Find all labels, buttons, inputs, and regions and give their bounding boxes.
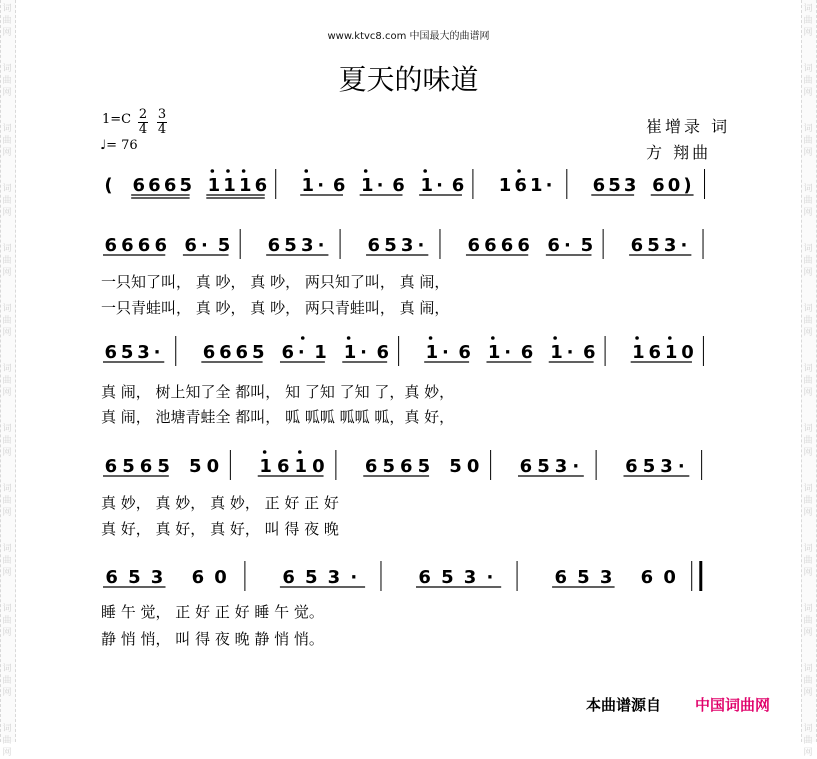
note-char: 6 [652, 175, 665, 196]
octave-dot [226, 169, 230, 173]
watermark-char: 曲 [2, 376, 12, 386]
watermark-char: 网 [803, 208, 813, 218]
watermark-char: 网 [2, 568, 12, 578]
watermark-char: 词 [803, 244, 813, 254]
lyric-line: 一只青蛙叫， 真 吵， 真 吵， 两只青蛙叫， 真 闹， [101, 299, 450, 317]
time-sig-denominator: 4 [157, 122, 167, 137]
octave-dot [668, 336, 672, 340]
watermark-char: 词 [2, 304, 12, 314]
watermark-char: 词 [803, 64, 813, 74]
lyric-line: 一只知了叫， 真 吵， 真 吵， 两只知了叫， 真 闹， [101, 273, 450, 291]
watermark-char: 曲 [2, 736, 12, 746]
note-char: 6 [267, 235, 281, 256]
watermark-char: 曲 [803, 616, 813, 626]
note-char: 6 [592, 175, 606, 196]
watermark-char: 词 [803, 4, 813, 14]
note-char: · [153, 342, 161, 363]
note-char: 5 [441, 567, 454, 588]
watermark-char: 曲 [2, 316, 12, 326]
watermark-char: 词 [803, 484, 813, 494]
note-char: 1 [343, 342, 357, 363]
note-char: 6 [630, 235, 644, 256]
octave-dot [347, 336, 351, 340]
lyric-line: 静 悄 悄， 叫 得 夜 晚 静 悄 悄。 [101, 630, 324, 648]
note-char: 5 [189, 456, 202, 477]
watermark-char: 词 [803, 664, 813, 674]
note-char: · [417, 235, 425, 256]
note-char: 5 [128, 567, 141, 588]
note-char: 6 [105, 567, 118, 588]
note-char: 5 [179, 175, 192, 196]
note-char: 0 [206, 456, 220, 477]
note-char: 6 [648, 342, 662, 363]
note-char: 3 [599, 567, 613, 588]
note-char: 5 [251, 342, 265, 363]
watermark-char: 曲 [803, 196, 813, 206]
watermark-char: 曲 [803, 376, 813, 386]
note-char: 3 [327, 567, 341, 588]
note-char: 5 [120, 342, 134, 363]
note-char: 5 [449, 456, 462, 477]
watermark-char: 网 [803, 268, 813, 278]
watermark-char: 曲 [803, 436, 813, 446]
octave-dot [364, 169, 368, 173]
note-char: 1 [530, 175, 543, 196]
octave-dot [491, 336, 495, 340]
note-char: 3 [663, 235, 677, 256]
watermark-char: 网 [803, 688, 813, 698]
watermark-char: 曲 [803, 256, 813, 266]
octave-dot [211, 169, 215, 173]
note-char: 1 [301, 175, 315, 196]
octave-dot [429, 336, 433, 340]
note-char: 6 [332, 175, 346, 196]
time-sig-denominator: 4 [138, 122, 148, 137]
watermark-char: 网 [2, 28, 12, 38]
octave-dot [301, 336, 305, 340]
octave-dot [263, 450, 267, 454]
note-char: · [317, 175, 325, 196]
octave-dot [553, 336, 557, 340]
note-char: 6 [364, 456, 378, 477]
note-char: · [677, 456, 685, 477]
lyricist-credit: 崔增录 词 [646, 117, 731, 136]
note-char: 6 [281, 342, 294, 363]
note-char: 6 [517, 235, 530, 256]
note-char: · [566, 342, 574, 363]
lyric-line: 真 闹， 池塘青蛙全 都叫， 呱 呱呱 呱呱 呱，真 好， [101, 408, 455, 426]
watermark-char: 曲 [803, 496, 813, 506]
watermark-char: 网 [2, 508, 12, 518]
note-char: · [297, 342, 305, 363]
note-char: 3 [463, 567, 477, 588]
note-char: 1 [632, 342, 645, 363]
note-char: 6 [554, 567, 568, 588]
watermark-char: 网 [803, 88, 813, 98]
note-char: 6 [184, 235, 197, 256]
note-char: 1 [238, 175, 252, 196]
note-char: 1 [664, 342, 678, 363]
source-site-name[interactable]: 中国词曲网 [695, 696, 771, 714]
note-char: 1 [361, 175, 374, 196]
note-char: 6 [367, 235, 381, 256]
note-char: 5 [122, 456, 135, 477]
note-char: 6 [625, 456, 638, 477]
note-char: 6 [254, 175, 268, 196]
watermark-char: 词 [803, 304, 813, 314]
note-char: 0 [667, 175, 681, 196]
watermark-char: 网 [2, 388, 12, 398]
note-char: 6 [104, 342, 117, 363]
note-char: 6 [148, 175, 161, 196]
note-char: 6 [547, 235, 560, 256]
watermark-char: 词 [803, 424, 813, 434]
note-char: 1 [487, 342, 501, 363]
note-char: 0 [312, 456, 325, 477]
note-char: 1 [223, 175, 236, 196]
watermark-char: 网 [2, 208, 12, 218]
note-char: ( [104, 175, 113, 196]
watermark-char: 曲 [2, 256, 12, 266]
note-char: 6 [458, 342, 471, 363]
watermark-char: 词 [803, 364, 813, 374]
octave-dot [304, 169, 308, 173]
note-char: · [376, 175, 384, 196]
note-char: 6 [282, 567, 295, 588]
note-char: 6 [376, 342, 390, 363]
note-char: 6 [484, 235, 497, 256]
watermark-char: 词 [2, 484, 12, 494]
note-char: 3 [300, 235, 314, 256]
watermark-char: 网 [2, 628, 12, 638]
watermark-char: 网 [2, 268, 12, 278]
watermark-char: 词 [2, 64, 12, 74]
watermark-char: 词 [803, 544, 813, 554]
octave-dot [635, 336, 639, 340]
note-char: · [545, 175, 553, 196]
note-char: 5 [384, 235, 397, 256]
watermark-char: 词 [2, 544, 12, 554]
watermark-char: 网 [803, 448, 813, 458]
note-char: · [564, 235, 571, 256]
watermark-char: 词 [803, 184, 813, 194]
note-char: 1 [425, 342, 439, 363]
watermark-char: 词 [803, 604, 813, 614]
watermark-char: 曲 [803, 736, 813, 746]
note-char: 5 [647, 235, 660, 256]
note-char: 1 [498, 175, 512, 196]
watermark-char: 网 [803, 628, 813, 638]
watermark-char: 词 [2, 184, 12, 194]
note-char: 5 [642, 456, 656, 477]
watermark-char: 网 [2, 148, 12, 158]
note-char: 6 [202, 342, 216, 363]
note-char: 3 [623, 175, 637, 196]
watermark-char: 网 [803, 148, 813, 158]
note-char: 6 [514, 175, 527, 196]
note-char: 1 [259, 456, 272, 477]
song-title: 夏天的味道 [338, 63, 479, 96]
note-char: 0 [214, 567, 227, 588]
note-char: 6 [139, 456, 153, 477]
note-char: 6 [104, 456, 118, 477]
note-char: 5 [580, 235, 594, 256]
note-char: 5 [537, 456, 550, 477]
octave-dot [517, 169, 521, 173]
note-char: 6 [276, 456, 290, 477]
note-char: 6 [582, 342, 596, 363]
note-char: 5 [284, 235, 297, 256]
note-char: 6 [519, 456, 533, 477]
watermark-char: 曲 [2, 676, 12, 686]
note-char: · [350, 567, 358, 588]
watermark-char: 词 [2, 364, 12, 374]
watermark-char: 曲 [2, 76, 12, 86]
watermark-char: 网 [2, 748, 12, 758]
note-char: · [486, 567, 494, 588]
watermark-char: 词 [803, 724, 813, 734]
note-char: 6 [154, 235, 167, 256]
note-char: 3 [660, 456, 673, 477]
note-char: 5 [304, 567, 318, 588]
tempo-value: = 76 [106, 138, 138, 153]
note-char: 1 [420, 175, 434, 196]
note-char: 0 [663, 567, 676, 588]
octave-dot [423, 169, 427, 173]
watermark-char: 词 [2, 4, 12, 14]
key-signature: 1=C [102, 112, 132, 127]
note-char: 5 [608, 175, 621, 196]
watermark-char: 网 [2, 88, 12, 98]
note-char: 5 [577, 567, 590, 588]
note-char: · [572, 456, 580, 477]
note-char: 6 [191, 567, 205, 588]
note-char: 0 [466, 456, 480, 477]
note-char: · [504, 342, 512, 363]
note-char: 5 [382, 456, 396, 477]
watermark-char: 网 [803, 568, 813, 578]
note-char: 1 [314, 342, 327, 363]
watermark-char: 网 [803, 388, 813, 398]
watermark-char: 网 [803, 508, 813, 518]
watermark-char: 曲 [803, 556, 813, 566]
watermark-char: 曲 [2, 436, 12, 446]
composer-credit: 方 翔曲 [646, 143, 712, 162]
note-char: · [436, 175, 443, 196]
note-char: 6 [219, 342, 232, 363]
watermark-char: 词 [2, 424, 12, 434]
watermark-char: 网 [2, 448, 12, 458]
watermark-char: 网 [803, 28, 813, 38]
quarter-note-icon: ♩ [100, 138, 107, 153]
lyric-line: 真 闹， 树上知了全 都叫， 知 了知 了知 了，真 妙， [101, 383, 455, 401]
note-char: 1 [207, 175, 221, 196]
note-char: 6 [418, 567, 431, 588]
note-char: · [360, 342, 367, 363]
note-char: 5 [157, 456, 170, 477]
lyric-line: 睡 午 觉， 正 好 正 好 睡 午 觉。 [101, 603, 324, 621]
watermark-char: 词 [2, 244, 12, 254]
watermark-char: 曲 [2, 196, 12, 206]
watermark-char: 曲 [2, 616, 12, 626]
time-sig-numerator: 3 [157, 107, 167, 122]
note-char: 3 [400, 235, 414, 256]
note-char: 6 [132, 175, 146, 196]
watermark-char: 词 [2, 664, 12, 674]
note-char: 6 [451, 175, 465, 196]
note-char: 6 [467, 235, 480, 256]
note-char: · [317, 235, 325, 256]
watermark-char: 曲 [2, 16, 12, 26]
watermark-char: 曲 [2, 556, 12, 566]
note-char: 3 [137, 342, 150, 363]
watermark-char: 曲 [803, 76, 813, 86]
watermark-char: 曲 [803, 136, 813, 146]
watermark-char: 曲 [803, 16, 813, 26]
note-char: 6 [121, 235, 134, 256]
note-char: 6 [104, 235, 118, 256]
note-char: 5 [217, 235, 231, 256]
note-char: 6 [400, 456, 413, 477]
note-char: 6 [163, 175, 177, 196]
watermark-char: 网 [2, 688, 12, 698]
note-char: · [680, 235, 688, 256]
watermark-char: 曲 [2, 496, 12, 506]
note-char: 6 [500, 235, 514, 256]
watermark-char: 词 [803, 124, 813, 134]
watermark-char: 曲 [2, 136, 12, 146]
source-label: 本曲谱源自 [586, 696, 662, 714]
site-url: www.ktvc8.com 中国最大的曲谱网 [327, 31, 490, 42]
watermark-char: 网 [2, 328, 12, 338]
note-char: 3 [554, 456, 568, 477]
note-char: 6 [520, 342, 534, 363]
lyric-line: 真 妙， 真 妙， 真 妙， 正 好 正 好 [101, 494, 339, 512]
note-char: 0 [681, 342, 694, 363]
note-char: 1 [294, 456, 308, 477]
watermark-char: 曲 [803, 316, 813, 326]
time-sig-numerator: 2 [138, 107, 148, 122]
note-char: 6 [640, 567, 654, 588]
lyric-line: 真 好， 真 好， 真 好， 叫 得 夜 晚 [101, 520, 339, 538]
watermark-char: 曲 [803, 676, 813, 686]
watermark-char: 词 [2, 604, 12, 614]
watermark-char: 词 [2, 724, 12, 734]
watermark-char: 网 [803, 328, 813, 338]
watermark-char: 词 [2, 124, 12, 134]
octave-dot [242, 169, 246, 173]
note-char: ) [683, 175, 692, 196]
note-char: 6 [392, 175, 405, 196]
note-char: 6 [235, 342, 249, 363]
note-char: 5 [417, 456, 431, 477]
note-char: 3 [150, 567, 164, 588]
note-char: 1 [550, 342, 563, 363]
octave-dot [298, 450, 302, 454]
note-char: 6 [137, 235, 151, 256]
note-char: · [442, 342, 449, 363]
note-char: · [201, 235, 208, 256]
watermark-char: 网 [803, 748, 813, 758]
